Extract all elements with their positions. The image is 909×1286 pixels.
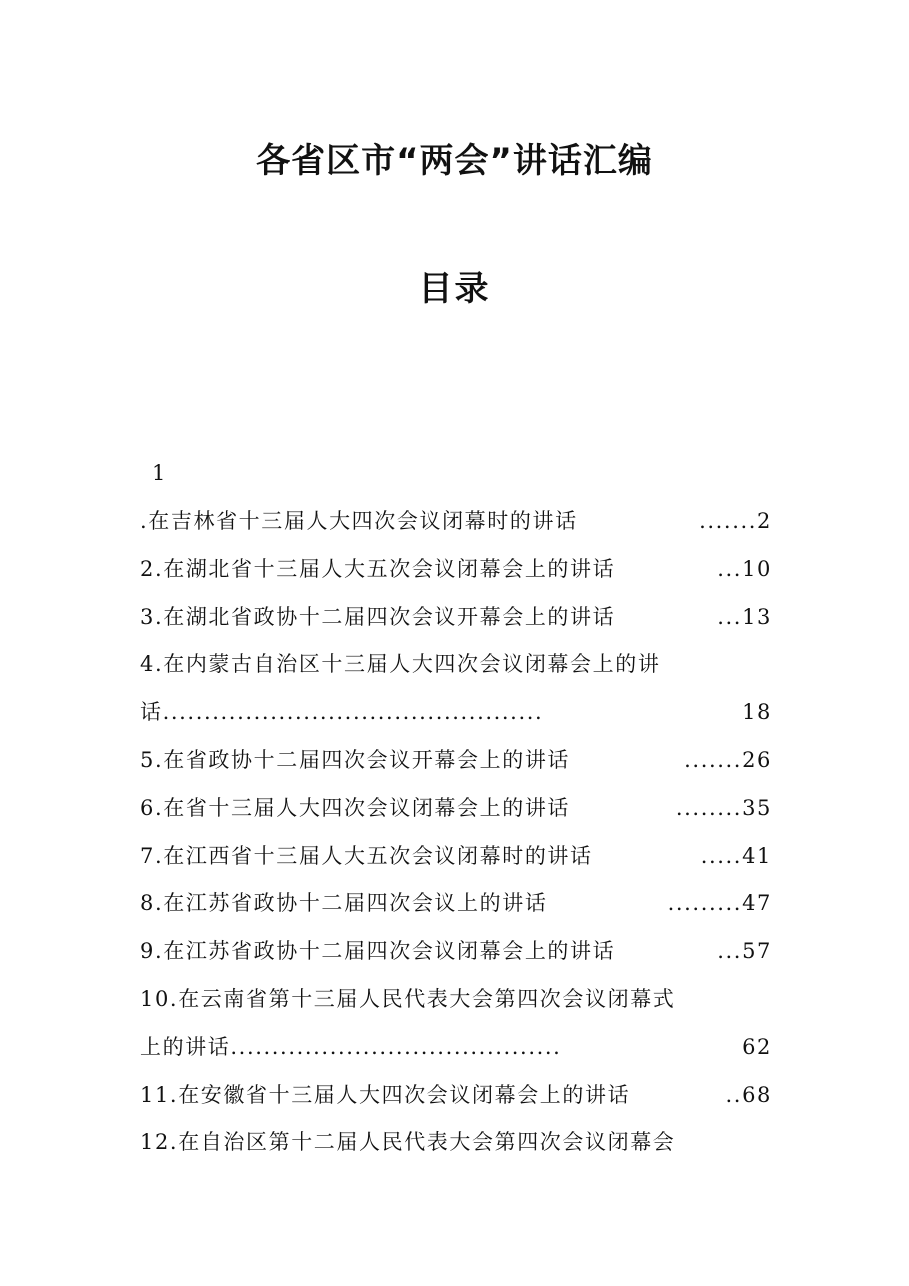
document-title: 各省区市“两会”讲话汇编 (256, 141, 653, 181)
toc-entry-1[interactable] (140, 498, 772, 546)
toc-entry-9[interactable] (140, 928, 772, 976)
toc-entry-text: 7.在江西省十三届人大五次会议闭幕时的讲话 (140, 843, 593, 868)
toc-entry-page: 41 (742, 843, 772, 868)
toc-entry-text: 9.在江苏省政协十二届四次会议闭幕会上的讲话 (140, 939, 616, 964)
toc-entry-leader: ......... (667, 891, 743, 916)
toc-entry-7[interactable] (140, 833, 772, 881)
toc-entry-text: 3.在湖北省政协十二届四次会议开幕会上的讲话 (140, 604, 616, 629)
toc-entry-leader: ....... (699, 509, 758, 533)
toc-entry-text: 6.在省十三届人大四次会议闭幕会上的讲话 (140, 795, 571, 820)
toc-entry-2[interactable] (140, 546, 772, 594)
toc-entry-4[interactable] (140, 641, 772, 737)
toc-entry-text: 8.在江苏省政协十二届四次会议上的讲话 (140, 891, 548, 916)
toc-entry-12[interactable] (140, 1119, 772, 1167)
toc-entry-leader: ........................................ (230, 1034, 562, 1059)
toc-entry-6[interactable] (140, 785, 772, 833)
toc-entry-leader: ..... (700, 843, 743, 868)
toc-entry-page: 18 (742, 700, 772, 725)
toc-entry-page: 10 (742, 556, 772, 581)
toc-entry-leader: ... (717, 604, 743, 629)
stray-number: 1 (152, 461, 166, 485)
toc-entry-page: 47 (742, 891, 772, 916)
toc-heading: 目录 (418, 269, 491, 309)
toc-entry-text: 5.在省政协十二届四次会议开幕会上的讲话 (140, 747, 571, 772)
toc-entry-text-cont: 话 (140, 700, 163, 725)
toc-entry-page: 35 (742, 795, 772, 820)
toc-entry-page: 68 (742, 1082, 772, 1107)
table-of-contents (140, 498, 772, 1167)
toc-entry-3[interactable] (140, 594, 772, 642)
toc-entry-5[interactable] (140, 737, 772, 785)
toc-entry-leader: ....... (684, 747, 743, 772)
toc-entry-page: 57 (742, 939, 772, 964)
toc-entry-text: .在吉林省十三届人大四次会议闭幕时的讲话 (140, 509, 578, 533)
toc-entry-leader: ... (717, 939, 743, 964)
toc-entry-leader: .. (725, 1082, 743, 1107)
toc-entry-page: 26 (742, 747, 772, 772)
toc-entry-text: 10.在云南省第十三届人民代表大会第四次会议闭幕式 (140, 986, 676, 1011)
toc-entry-8[interactable] (140, 880, 772, 928)
toc-entry-text-cont: 上的讲话 (140, 1034, 231, 1059)
toc-entry-leader: .............................................. (162, 700, 544, 725)
toc-entry-page: 2 (757, 509, 772, 533)
toc-entry-text: 2.在湖北省十三届人大五次会议闭幕会上的讲话 (140, 556, 616, 581)
toc-entry-page: 62 (742, 1034, 772, 1059)
toc-entry-11[interactable] (140, 1072, 772, 1120)
toc-entry-leader: ........ (675, 795, 743, 820)
toc-entry-text: 12.在自治区第十二届人民代表大会第四次会议闭幕会 (140, 1130, 676, 1155)
toc-entry-page: 13 (742, 604, 772, 629)
toc-entry-10[interactable] (140, 976, 772, 1072)
toc-entry-text: 4.在内蒙古自治区十三届人大四次会议闭幕会上的讲 (140, 652, 661, 677)
toc-entry-text: 11.在安徽省十三届人大四次会议闭幕会上的讲话 (140, 1082, 631, 1107)
toc-entry-leader: ... (717, 556, 743, 581)
